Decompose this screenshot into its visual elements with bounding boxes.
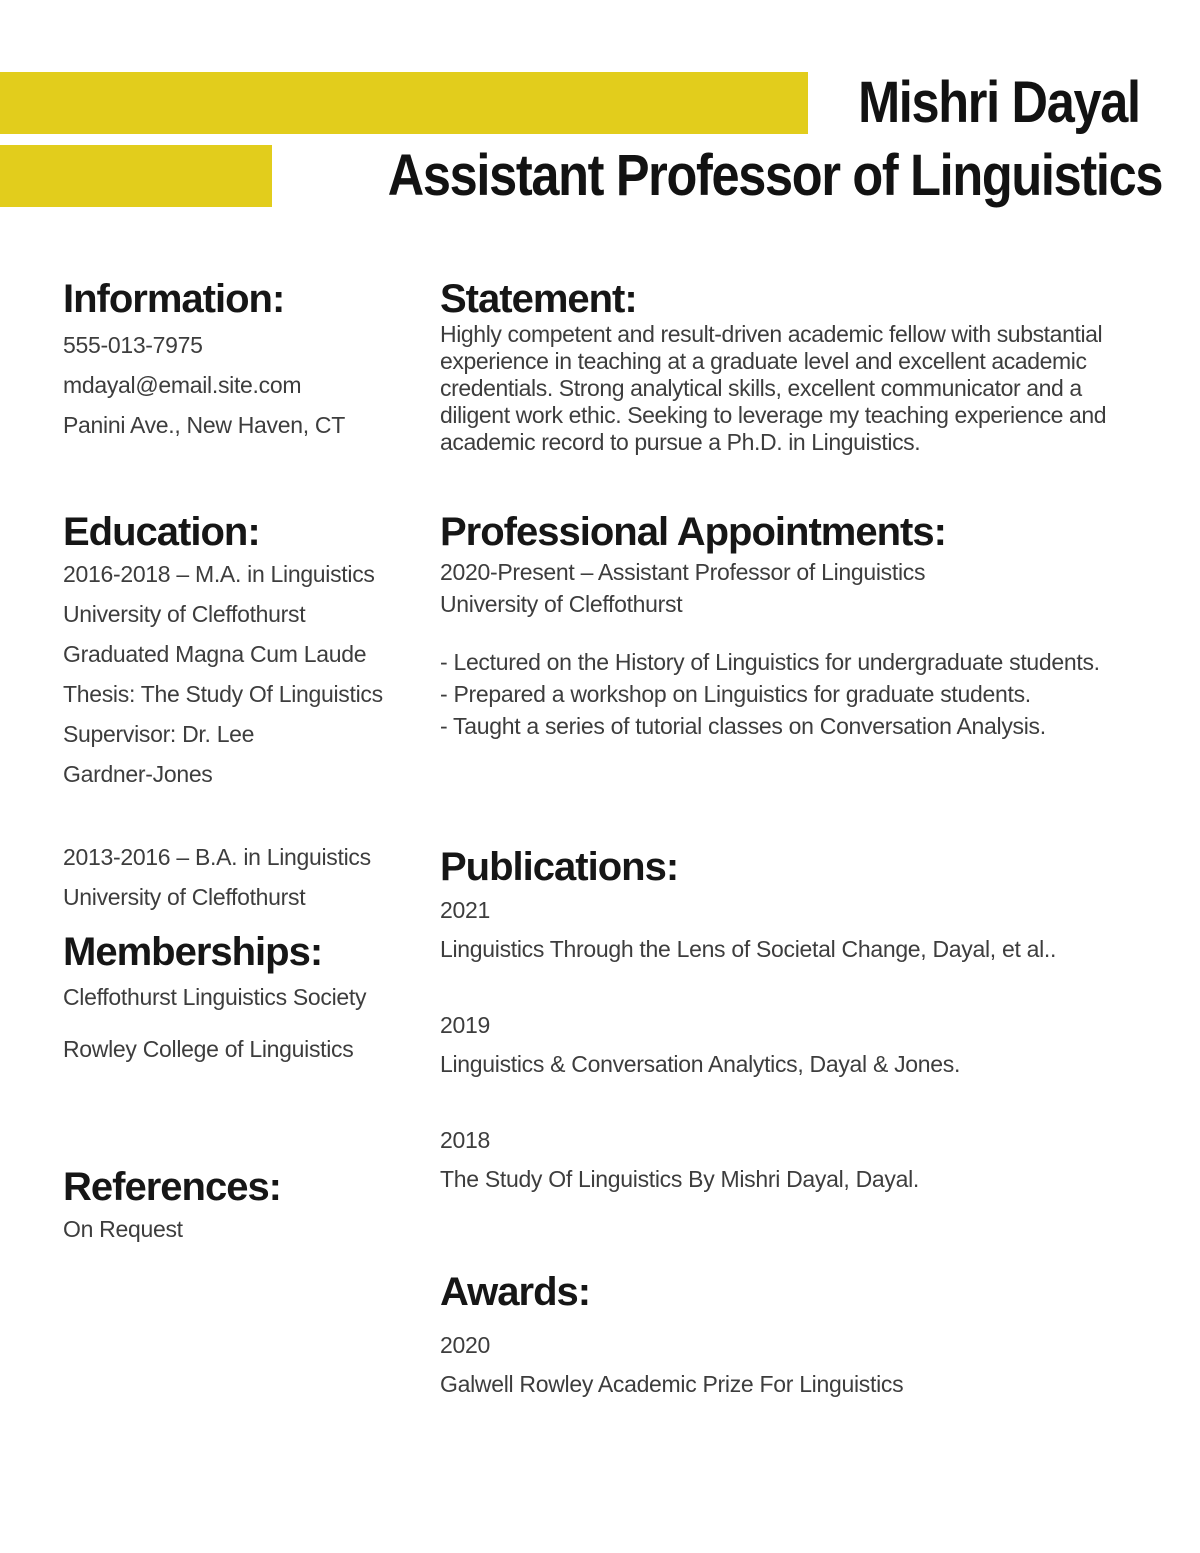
left-column (63, 207, 441, 1249)
right-column (440, 207, 1145, 1399)
postal-address: Panini Ave., New Haven, CT (63, 412, 345, 438)
publications-section (440, 845, 1145, 1194)
education-degree: 2016-2018 – M.A. in Linguistics (63, 561, 375, 587)
statement-heading: Statement: (440, 277, 637, 321)
person-name: Mishri Dayal (858, 70, 1140, 135)
header-title-row (0, 145, 1200, 207)
publication-title: The Study Of Linguistics By Mishri Dayal, Dayal. (440, 1166, 919, 1192)
education-thesis: Thesis: The Study Of Linguistics (63, 681, 383, 707)
appointment-bullet: - Taught a series of tutorial classes on Conversation Analysis. (440, 713, 1046, 739)
education-section (63, 510, 441, 917)
membership-item: Cleffothurst Linguistics Society (63, 984, 367, 1010)
education-institution: University of Cleffothurst (63, 884, 306, 910)
publication-title: Linguistics Through the Lens of Societal Change, Dayal, et al.. (440, 936, 1057, 962)
education-honors: Graduated Magna Cum Laude (63, 641, 367, 667)
membership-item: Rowley College of Linguistics (63, 1036, 354, 1062)
professional-appointments-heading: Professional Appointments: (440, 510, 946, 554)
publication-entry (440, 1125, 1145, 1194)
appointment-bullet: - Prepared a workshop on Linguistics for graduate students. (440, 681, 1031, 707)
education-supervisor-cont: Gardner-Jones (63, 761, 213, 787)
appointment-entry (440, 556, 1145, 620)
phone-number: 555-013-7975 (63, 332, 203, 358)
education-supervisor: Supervisor: Dr. Lee (63, 721, 255, 747)
header-name-row (0, 72, 1200, 134)
memberships-heading: Memberships: (63, 930, 323, 974)
publication-year: 2018 (440, 1127, 490, 1153)
appointment-institution: University of Cleffothurst (440, 591, 683, 617)
information-heading: Information: (63, 277, 285, 321)
professional-appointments-section (440, 510, 1145, 742)
accent-bar-bottom (0, 145, 272, 207)
publication-title: Linguistics & Conversation Analytics, Dayal & Jones. (440, 1051, 961, 1077)
publications-heading: Publications: (440, 845, 679, 889)
education-entry (63, 554, 441, 794)
awards-heading: Awards: (440, 1270, 591, 1314)
references-section (63, 1165, 441, 1249)
education-institution: University of Cleffothurst (63, 601, 306, 627)
appointment-bullets (440, 646, 1145, 742)
publication-year: 2021 (440, 897, 490, 923)
information-section (63, 277, 441, 445)
person-title: Assistant Professor of Linguistics (387, 143, 1163, 208)
memberships-list (63, 977, 441, 1069)
statement-section (440, 277, 1145, 456)
resume-body (0, 207, 1200, 1553)
publication-year: 2019 (440, 1012, 490, 1038)
header (0, 0, 1200, 207)
award-title: Galwell Rowley Academic Prize For Linguistics (440, 1371, 904, 1397)
appointment-bullet: - Lectured on the History of Linguistics for undergraduate students. (440, 649, 1100, 675)
appointment-role: 2020-Present – Assistant Professor of Linguistics (440, 559, 926, 585)
awards-section (440, 1270, 1145, 1399)
publication-entry (440, 895, 1145, 964)
award-entry (440, 1330, 1145, 1399)
statement-text: Highly competent and result-driven academic fellow with substantial experience in teaching at a graduate level and excellent academic credentials. Strong analytical skills, excellent communicator and a diligent work ethic. Seeking to leverage my teaching experience and academic record to pursue a Ph.D. in Linguistics. (440, 321, 1107, 455)
publications-list (440, 895, 1145, 1194)
references-heading: References: (63, 1165, 282, 1209)
references-text: On Request (63, 1216, 183, 1242)
education-degree: 2013-2016 – B.A. in Linguistics (63, 844, 371, 870)
information-lines (63, 325, 441, 445)
education-heading: Education: (63, 510, 260, 554)
award-year: 2020 (440, 1332, 490, 1358)
email-address: mdayal@email.site.com (63, 372, 302, 398)
memberships-section (63, 930, 441, 1069)
publication-entry (440, 1010, 1145, 1079)
education-entry (63, 837, 441, 917)
accent-bar-top (0, 72, 808, 134)
